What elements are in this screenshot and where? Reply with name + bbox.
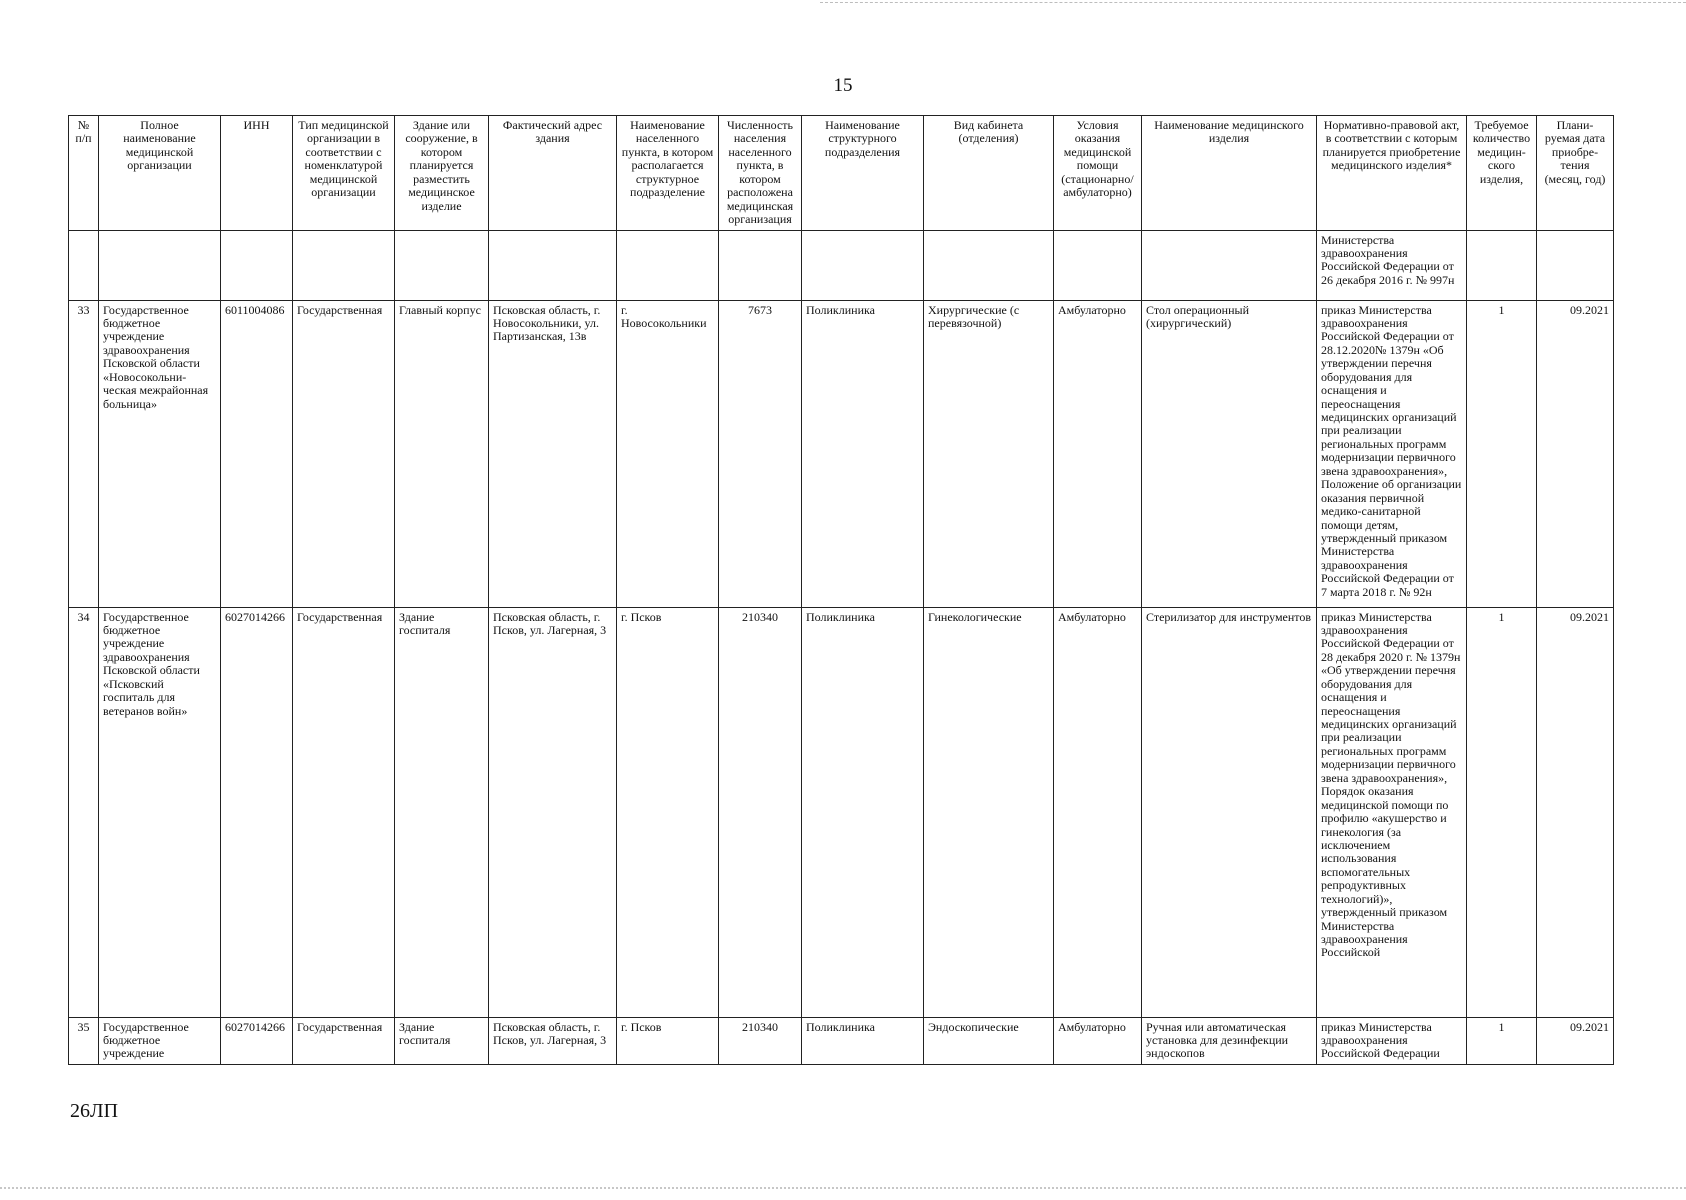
cell-device: Ручная или автоматическая установка для дезинфекции эндоскопов <box>1142 1017 1317 1064</box>
cell-device: Стерилизатор для инструментов <box>1142 607 1317 1017</box>
cell-building: Здание госпиталя <box>395 607 489 1017</box>
cell-quantity: 1 <box>1467 300 1537 607</box>
table-row-continuation <box>69 230 1614 300</box>
cell-org: Государственное бюджетное учреждение <box>99 1017 221 1064</box>
header-act: Нормативно-правовой акт, в соответствии с которым планируется приобретение медицинского изделия* <box>1317 116 1467 231</box>
cell-subdivision: Поликлиника <box>802 300 924 607</box>
cell-num: 33 <box>69 300 99 607</box>
cell-type: Государственная <box>293 607 395 1017</box>
header-type: Тип медицинской организации в соответствии с номенклатурой медицинской организации <box>293 116 395 231</box>
cell-locality: г. Новосокольники <box>617 300 719 607</box>
footer-code: 26ЛП <box>70 1100 119 1122</box>
cell-act: приказ Министерства здравоохранения Российской Федерации от 28 декабря 2020 г. № 1379н «Об утверждении перечня оборудования для оснащения и переоснащения медицинских организаций при реализации региональных программ модернизации первичного звена здравоохранения», Порядок оказания медицинской помощи по профилю «акушерство и гинекология (за исключением использования вспомогательных репродуктивных технологий)», утвержденный приказом Министерства здравоохранения Российской <box>1317 607 1467 1017</box>
cell-conditions: Амбулаторно <box>1054 1017 1142 1064</box>
header-quantity: Требуемое количество медицин-ского изделия, <box>1467 116 1537 231</box>
cell-locality: г. Псков <box>617 1017 719 1064</box>
cell-subdivision: Поликлиника <box>802 607 924 1017</box>
header-population: Численность населения населенного пункта, в котором расположена медицинская организация <box>719 116 802 231</box>
table-row <box>69 300 1614 607</box>
cell-type: Государственная <box>293 1017 395 1064</box>
cell-inn: 6011004086 <box>221 300 293 607</box>
cell-cabinet: Гинекологические <box>924 607 1054 1017</box>
cell-inn: 6027014266 <box>221 1017 293 1064</box>
cell-address: Псковская область, г. Псков, ул. Лагерная, 3 <box>489 607 617 1017</box>
cell-locality: г. Псков <box>617 607 719 1017</box>
scan-edge-top <box>820 2 1686 3</box>
cell-address: Псковская область, г. Псков, ул. Лагерная, 3 <box>489 1017 617 1064</box>
page-number: 15 <box>833 75 853 96</box>
cell-population: 210340 <box>719 607 802 1017</box>
cell-type: Государственная <box>293 300 395 607</box>
cell-date: 09.2021 <box>1537 1017 1614 1064</box>
cell-cabinet: Хирургические (с перевязочной) <box>924 300 1054 607</box>
header-row <box>69 116 1614 231</box>
cell-quantity: 1 <box>1467 607 1537 1017</box>
header-conditions: Условия оказания медицинской помощи (стационарно/ амбулаторно) <box>1054 116 1142 231</box>
cell-subdivision: Поликлиника <box>802 1017 924 1064</box>
header-inn: ИНН <box>221 116 293 231</box>
header-locality: Наименование населенного пункта, в котором располагается структурное подразделение <box>617 116 719 231</box>
cell-inn: 6027014266 <box>221 607 293 1017</box>
header-cabinet: Вид кабинета (отделения) <box>924 116 1054 231</box>
cell-org: Государственное бюджетное учреждение здравоохранения Псковской области «Псковский госпиталь для ветеранов войн» <box>99 607 221 1017</box>
table-row <box>69 607 1614 1017</box>
cell-building: Главный корпус <box>395 300 489 607</box>
cell-act: Министерства здравоохранения Российской Федерации от 26 декабря 2016 г. № 997н <box>1317 230 1467 300</box>
cell-num: 35 <box>69 1017 99 1064</box>
table-row <box>69 1017 1614 1064</box>
cell-conditions: Амбулаторно <box>1054 607 1142 1017</box>
header-device: Наименование медицинского изделия <box>1142 116 1317 231</box>
header-building: Здание или сооружение, в котором планируется разместить медицинское изделие <box>395 116 489 231</box>
cell-device: Стол операционный (хирургический) <box>1142 300 1317 607</box>
header-subdivision: Наименование структурного подразделения <box>802 116 924 231</box>
cell-population: 7673 <box>719 300 802 607</box>
cell-address: Псковская область, г. Новосокольники, ул. Партизанская, 13в <box>489 300 617 607</box>
header-num: № п/п <box>69 116 99 231</box>
cell-org: Государственное бюджетное учреждение здравоохранения Псковской области «Новосокольни-ческая межрайонная больница» <box>99 300 221 607</box>
cell-conditions: Амбулаторно <box>1054 300 1142 607</box>
cell-act: приказ Министерства здравоохранения Российской Федерации от 28.12.2020№ 1379н «Об утверждении перечня оборудования для оснащения и переоснащения медицинских организаций при реализации региональных программ модернизации первичного звена здравоохранения», Положение об организации оказания первичной медико-санитарной помощи детям, утвержденный приказом Министерства здравоохранения Российской Федерации от 7 марта 2018 г. № 92н <box>1317 300 1467 607</box>
cell-population: 210340 <box>719 1017 802 1064</box>
cell-date: 09.2021 <box>1537 607 1614 1017</box>
cell-cabinet: Эндоскопические <box>924 1017 1054 1064</box>
cell-building: Здание госпиталя <box>395 1017 489 1064</box>
cell-num: 34 <box>69 607 99 1017</box>
cell-quantity: 1 <box>1467 1017 1537 1064</box>
cell-act: приказ Министерства здравоохранения Российской Федерации <box>1317 1017 1467 1064</box>
header-org: Полное наименование медицинской организации <box>99 116 221 231</box>
header-address: Фактический адрес здания <box>489 116 617 231</box>
scan-edge-bottom <box>0 1187 1686 1189</box>
equipment-table <box>68 115 1614 1065</box>
cell-date: 09.2021 <box>1537 300 1614 607</box>
header-date: Плани-руемая дата приобре-тения (месяц, год) <box>1537 116 1614 231</box>
